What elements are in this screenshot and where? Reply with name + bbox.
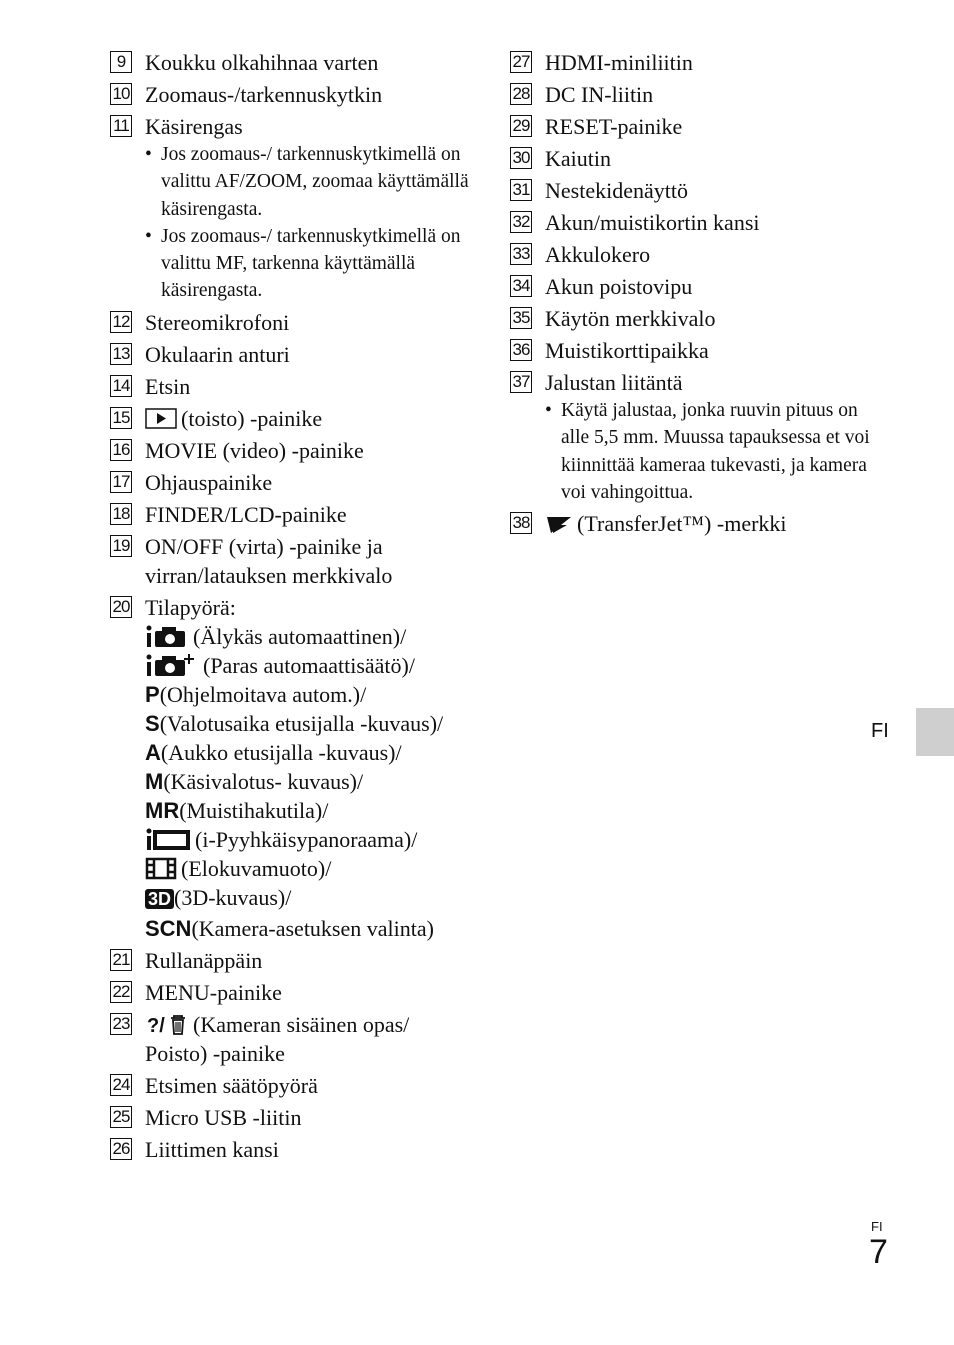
item-label: Käytön merkkivalo <box>545 306 716 331</box>
item-label: Nestekidenäyttö <box>545 178 688 203</box>
item-label: Akkulokero <box>545 242 651 267</box>
list-item <box>110 468 470 497</box>
item-number: 31 <box>510 179 532 201</box>
mode-dial-label: (Älykäs automaattinen)/ <box>193 623 407 649</box>
list-item <box>510 48 880 77</box>
item-label: MENU-painike <box>145 979 282 1005</box>
list-item <box>110 340 470 369</box>
item-label: Stereomikrofoni <box>145 309 290 335</box>
item-number: 10 <box>110 83 132 105</box>
mode-p-icon: P <box>145 681 160 707</box>
item-label: Ohjauspainike <box>145 469 273 495</box>
mode-dial-item <box>145 796 470 825</box>
mode-dial-label: (3D-kuvaus)/ <box>174 884 292 910</box>
item-number: 16 <box>110 439 132 461</box>
mode-a-icon: A <box>145 739 161 765</box>
item-number: 15 <box>110 407 132 429</box>
item-label: FINDER/LCD-painike <box>145 501 347 527</box>
item-label: Tilapyörä: <box>145 594 236 620</box>
item-number: 18 <box>110 503 132 525</box>
list-item <box>510 240 880 269</box>
item-label: (toisto) -painike <box>181 405 323 431</box>
mode-dial-list <box>145 622 470 943</box>
mode-dial-item <box>145 825 470 854</box>
list-item <box>510 144 880 173</box>
item-number: 38 <box>510 512 532 534</box>
mode-dial-item <box>145 709 470 738</box>
list-item <box>510 304 880 333</box>
intelligent-auto-icon <box>145 624 189 648</box>
list-item <box>510 509 880 538</box>
mode-dial-item <box>145 914 470 943</box>
list-item <box>110 48 470 77</box>
item-label: HDMI-miniliitin <box>545 50 693 75</box>
item-label: ON/OFF (virta) -painike ja virran/latauksen merkkivalo <box>145 533 393 588</box>
mode-dial-item <box>145 651 470 680</box>
mode-dial-item <box>145 738 470 767</box>
mode-dial-label: (Käsivalotus- kuvaus)/ <box>163 768 364 794</box>
list-item <box>110 1071 470 1100</box>
bullet-note: • Jos zoomaus-/ tarkennuskytkimellä on valittu AF/ZOOM, zoomaa käyttämällä käsirengasta. <box>145 141 470 223</box>
mode-scn-icon: SCN <box>145 915 192 941</box>
mode-dial-label: (Paras automaattisäätö)/ <box>203 652 415 678</box>
item-number: 33 <box>510 243 532 265</box>
item-number: 14 <box>110 375 132 397</box>
item-number: 19 <box>110 535 132 557</box>
list-item <box>510 208 880 237</box>
language-tab <box>916 708 954 756</box>
help-delete-icon <box>145 1012 189 1036</box>
svg-text:?/: ?/ <box>147 1014 165 1036</box>
item-number: 29 <box>510 115 532 137</box>
list-item <box>110 112 470 305</box>
mode-dial-item <box>145 680 470 709</box>
bullet-note: • Jos zoomaus-/ tarkennuskytkimellä on valittu MF, tarkenna käyttämällä käsirengasta. <box>145 223 470 305</box>
list-item <box>110 946 470 975</box>
page-number: 7 <box>869 1233 888 1271</box>
mode-dial-label: (Muistihakutila)/ <box>179 797 329 823</box>
list-item <box>110 532 470 590</box>
item-label: MOVIE (video) -painike <box>145 437 364 463</box>
item-label: Zoomaus-/tarkennuskytkin <box>145 82 383 107</box>
mode-dial-item <box>145 767 470 796</box>
bullet-note: • Käytä jalustaa, jonka ruuvin pituus on alle 5,5 mm. Muussa tapauksessa et voi kiinnittää kameraa tukevasti, ja kamera voi vahingoittua. <box>545 397 880 506</box>
item-number: 24 <box>110 1074 132 1096</box>
item-number: 32 <box>510 211 532 233</box>
item-number: 13 <box>110 343 132 365</box>
list-item <box>510 336 880 365</box>
item-label: DC IN-liitin <box>545 82 654 107</box>
page-language: FI <box>871 1219 883 1234</box>
list-item <box>110 1135 470 1164</box>
list-item <box>510 80 880 109</box>
item-number: 21 <box>110 949 132 971</box>
list-item <box>110 308 470 337</box>
list-item <box>110 404 470 433</box>
list-item <box>110 372 470 401</box>
mode-dial-label: (Ohjelmoitava autom.)/ <box>159 681 367 707</box>
item-number: 27 <box>510 51 532 73</box>
superior-auto-icon <box>145 653 199 677</box>
list-item <box>110 500 470 529</box>
item-number: 37 <box>510 371 532 393</box>
bullet-list <box>145 141 470 305</box>
mode-3d-icon: 3D <box>145 889 174 909</box>
item-number: 35 <box>510 307 532 329</box>
left-column <box>110 48 470 1167</box>
list-item <box>510 112 880 141</box>
item-label: Etsimen säätöpyörä <box>145 1072 318 1098</box>
mode-dial-item <box>145 622 470 651</box>
item-label: (TransferJet™) -merkki <box>577 511 787 537</box>
item-label: Rullanäppäin <box>145 947 263 973</box>
movie-mode-icon <box>145 856 177 880</box>
item-number: 22 <box>110 981 132 1003</box>
list-item <box>110 1010 470 1068</box>
mode-dial-label: (Elokuvamuoto)/ <box>181 855 332 881</box>
item-number: 12 <box>110 311 132 333</box>
item-number: 9 <box>110 51 132 73</box>
item-number: 28 <box>510 83 532 105</box>
mode-dial-label: (Kamera-asetuksen valinta) <box>191 915 434 941</box>
item-label: Okulaarin anturi <box>145 341 290 367</box>
list-item <box>110 978 470 1007</box>
mode-s-icon: S <box>145 710 160 736</box>
language-tab-label: FI <box>871 720 889 742</box>
item-label: Liittimen kansi <box>145 1136 279 1162</box>
mode-dial-label: (Aukko etusijalla -kuvaus)/ <box>160 739 402 765</box>
item-label: Käsirengas <box>145 114 243 139</box>
right-column <box>510 48 880 541</box>
item-label: (Kameran sisäinen opas/ Poisto) -painike <box>145 1011 410 1066</box>
item-number: 23 <box>110 1013 132 1035</box>
item-number: 26 <box>110 1138 132 1160</box>
bullet-list <box>545 397 880 506</box>
item-label: Akun poistovipu <box>545 274 693 299</box>
item-number: 25 <box>110 1106 132 1128</box>
mode-dial-item <box>145 883 470 914</box>
list-item <box>110 593 470 943</box>
item-number: 34 <box>510 275 532 297</box>
item-label: Muistikorttipaikka <box>545 338 709 363</box>
item-label: Koukku olkahihnaa varten <box>145 50 379 75</box>
item-label: Akun/muistikortin kansi <box>545 210 760 235</box>
list-item <box>110 436 470 465</box>
sweep-panorama-icon <box>145 827 191 851</box>
mode-dial-label: (Valotusaika etusijalla -kuvaus)/ <box>159 710 444 736</box>
mode-dial-label: (i-Pyyhkäisypanoraama)/ <box>195 826 418 852</box>
list-item <box>510 176 880 205</box>
item-number: 11 <box>110 115 132 137</box>
item-number: 20 <box>110 596 132 618</box>
item-label: Etsin <box>145 373 191 399</box>
item-label: Kaiutin <box>545 146 611 171</box>
transferjet-icon <box>545 511 573 535</box>
mode-m-icon: M <box>145 768 164 794</box>
play-icon <box>145 406 177 430</box>
list-item <box>510 272 880 301</box>
list-item <box>110 1103 470 1132</box>
item-label: Micro USB -liitin <box>145 1104 302 1130</box>
list-item <box>510 368 880 506</box>
item-label: RESET-painike <box>545 114 683 139</box>
item-number: 30 <box>510 147 532 169</box>
item-number: 17 <box>110 471 132 493</box>
item-number: 36 <box>510 339 532 361</box>
mode-mr-icon: MR <box>145 797 180 823</box>
item-label: Jalustan liitäntä <box>545 370 683 395</box>
mode-dial-item <box>145 854 470 883</box>
list-item <box>110 80 470 109</box>
